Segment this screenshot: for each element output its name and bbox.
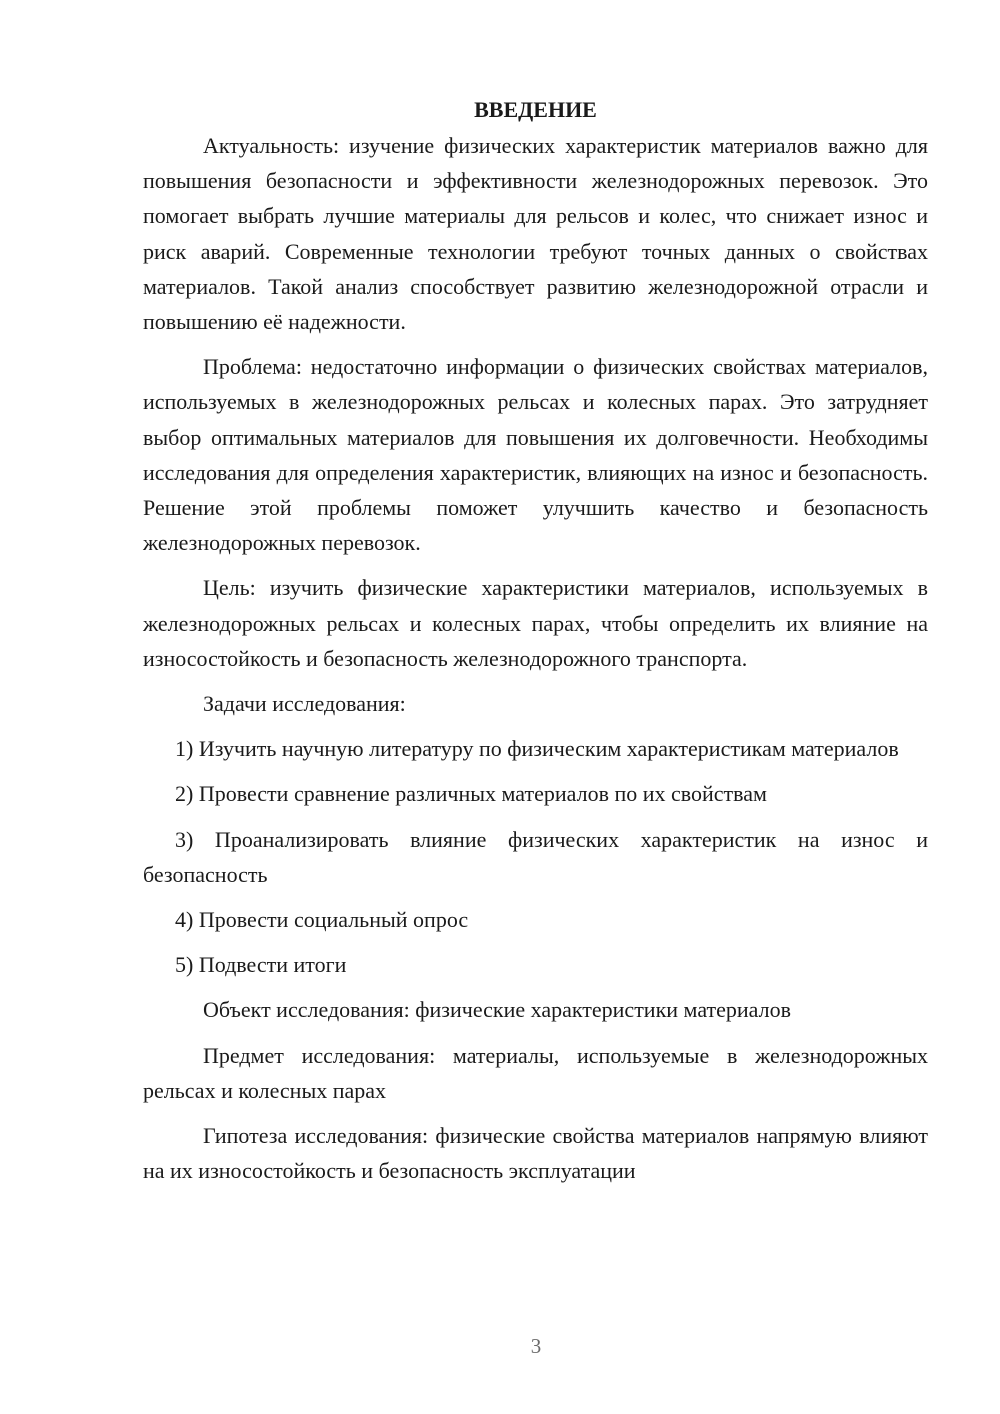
task-item-4: 4) Провести социальный опрос xyxy=(175,907,469,933)
relevance-paragraph: Актуальность: изучение физических характеристик материалов важно для повышения безопасности и эффективности железнодорожных перевозок. Это помогает выбрать лучшие материалы для рельсов и колес, что снижает износ и риск аварий. Современные технологии требуют точных данных о свойствах материалов. Такой анализ способствует развитию железнодорожной отрасли и повышению её надежности. xyxy=(143,133,928,335)
task-item-2: 2) Провести сравнение различных материалов по их свойствам xyxy=(175,781,767,807)
hypothesis-paragraph: Гипотеза исследования: физические свойства материалов напрямую влияют на их износостойкость и безопасность эксплуатации xyxy=(143,1123,928,1184)
goal-paragraph: Цель: изучить физические характеристики материалов, используемых в железнодорожных рельсах и колесных парах, чтобы определить их влияние на износостойкость и безопасность железнодорожного транспорта. xyxy=(143,575,928,671)
task-item-3: 3) Проанализировать влияние физических характеристик на износ и безопасность xyxy=(143,826,928,887)
page-number: 3 xyxy=(530,1334,542,1358)
tasks-heading: Задачи исследования: xyxy=(203,691,406,717)
object-paragraph: Объект исследования: физические характеристики материалов xyxy=(203,997,791,1023)
page-title: ВВЕДЕНИЕ xyxy=(474,97,597,122)
task-item-5: 5) Подвести итоги xyxy=(175,952,347,978)
document-page xyxy=(143,92,928,1198)
task-item-1: 1) Изучить научную литературу по физическим характеристикам материалов xyxy=(175,736,899,762)
subject-paragraph: Предмет исследования: материалы, используемые в железнодорожных рельсах и колесных парах xyxy=(143,1042,928,1103)
problem-paragraph: Проблема: недостаточно информации о физических свойствах материалов, используемых в железнодорожных рельсах и колесных парах. Это затрудняет выбор оптимальных материалов для повышения их долговечности. Необходимы исследования для определения характеристик, влияющих на износ и безопасность. Решение этой проблемы поможет улучшить качество и безопасность железнодорожных перевозок. xyxy=(143,354,928,556)
